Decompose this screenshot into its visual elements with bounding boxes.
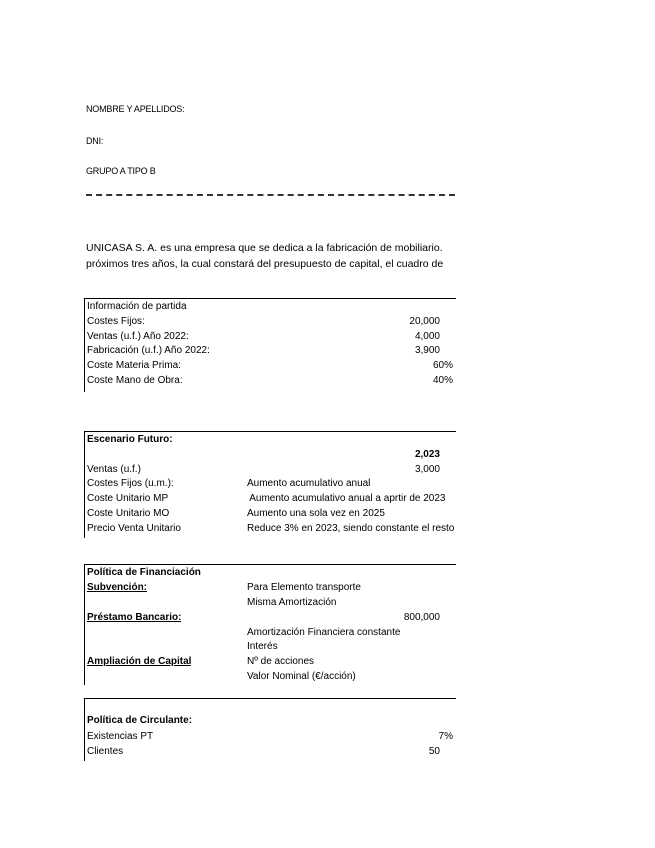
escenario-row-label: Costes Fijos (u.m.): xyxy=(87,478,174,489)
prestamo-desc-1: Amortización Financiera constante xyxy=(247,627,401,638)
circulante-row-label: Existencias PT xyxy=(87,731,154,742)
escenario-row-desc: Aumento acumulativo anual a aprtir de 2023 xyxy=(247,493,446,504)
circulante-row-value: 50 xyxy=(428,746,440,757)
nombre-label: NOMBRE Y APELLIDOS: xyxy=(86,104,185,114)
grupo-label: GRUPO A TIPO B xyxy=(86,166,156,176)
escenario-year: 2,023 xyxy=(414,449,440,460)
escenario-row-desc: Reduce 3% en 2023, siendo constante el resto xyxy=(247,523,455,534)
prestamo-desc-2: Interés xyxy=(247,641,278,652)
info-row-value: 20,000 xyxy=(409,316,440,327)
financiacion-title: Política de Financiación xyxy=(87,567,201,578)
intro-line-2: próximos tres años, la cual constará del presupuesto de capital, el cuadro de xyxy=(86,258,444,270)
escenario-row-label: Ventas (u.f.) xyxy=(87,464,141,475)
info-partida-title: Información de partida xyxy=(87,301,187,312)
circulante-row-label: Clientes xyxy=(87,746,124,757)
escenario-row-label: Precio Venta Unitario xyxy=(87,523,181,534)
subvencion-desc-2: Misma Amortización xyxy=(247,597,337,608)
dni-label: DNI: xyxy=(86,136,104,146)
prestamo-label: Préstamo Bancario: xyxy=(87,612,182,623)
info-row-label: Coste Materia Prima: xyxy=(87,360,181,371)
prestamo-value: 800,000 xyxy=(403,612,440,623)
info-row-label: Coste Mano de Obra: xyxy=(87,375,183,386)
ampliacion-label: Ampliación de Capital xyxy=(87,656,192,667)
info-row-value: 60% xyxy=(432,360,453,371)
escenario-row-desc: Aumento una sola vez en 2025 xyxy=(247,508,385,519)
info-row-label: Ventas (u.f.) Año 2022: xyxy=(87,331,189,342)
escenario-row-value: 3,000 xyxy=(414,464,440,475)
ampliacion-desc-2: Valor Nominal (€/acción) xyxy=(247,671,356,682)
dashed-divider xyxy=(86,194,455,196)
info-row-value: 4,000 xyxy=(414,331,440,342)
info-row-label: Costes Fijos: xyxy=(87,316,145,327)
ampliacion-desc-1: Nº de acciones xyxy=(247,656,315,667)
circulante-row-value: 7% xyxy=(438,731,453,742)
circulante-title: Política de Circulante: xyxy=(87,715,193,726)
info-row-value: 40% xyxy=(432,375,453,386)
escenario-row-label: Coste Unitario MP xyxy=(87,493,169,504)
escenario-title: Escenario Futuro: xyxy=(87,434,173,445)
escenario-row-desc: Aumento acumulativo anual xyxy=(247,478,371,489)
subvencion-desc-1: Para Elemento transporte xyxy=(247,582,361,593)
intro-line-1: UNICASA S. A. es una empresa que se dedica a la fabricación de mobiliario. xyxy=(86,242,443,254)
info-row-value: 3,900 xyxy=(414,345,440,356)
escenario-row-label: Coste Unitario MO xyxy=(87,508,170,519)
subvencion-label: Subvención: xyxy=(87,582,148,593)
info-row-label: Fabricación (u.f.) Año 2022: xyxy=(87,345,210,356)
